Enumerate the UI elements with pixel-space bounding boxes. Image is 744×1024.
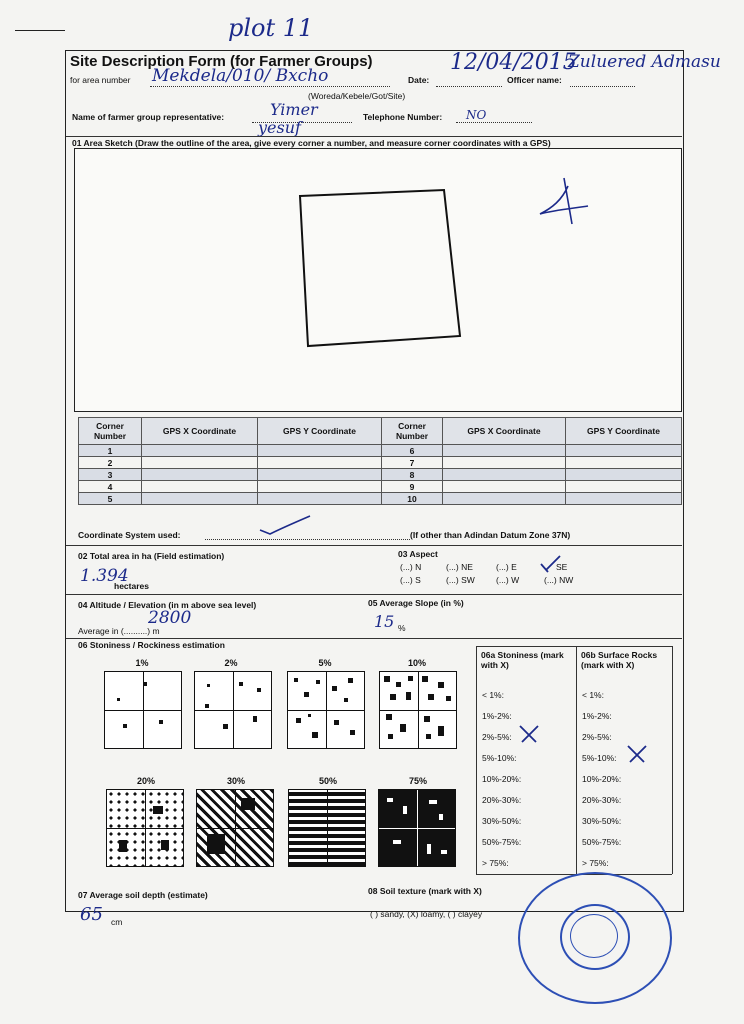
rep-label: Name of farmer group representative: <box>72 112 225 122</box>
stoniness-label: 06 Stoniness / Rockiness estimation <box>78 640 225 650</box>
stoniness-grid-2 <box>194 671 272 749</box>
corner-number: 3 <box>79 469 142 481</box>
rocks-head-text: 06b Surface Rocks (mark with X) <box>581 650 658 670</box>
gps-header: GPS X Coordinate <box>443 418 566 445</box>
stoniness-grid-30 <box>196 789 274 867</box>
stoniness-class-option[interactable]: 10%-20%: <box>482 774 522 784</box>
soil-depth-label: 07 Average soil depth (estimate) <box>78 890 208 900</box>
grid-pct-label: 50% <box>318 776 337 786</box>
plot-label: plot 11 <box>228 14 314 42</box>
aspect-option-nw[interactable]: (...) NW <box>544 575 574 585</box>
date-value: 12/04/2015 <box>450 50 577 75</box>
stoniness-class-option[interactable]: < 1%: <box>482 690 504 700</box>
surface-rocks-class-option[interactable]: > 75%: <box>582 858 609 868</box>
texture-label: 08 Soil texture (mark with X) <box>368 886 482 896</box>
altitude-label: 04 Altitude / Elevation (in m above sea level) <box>78 600 257 610</box>
total-area-label: 02 Total area in ha (Field estimation) <box>78 551 225 561</box>
aspect-option-ne[interactable]: (...) NE <box>446 562 473 572</box>
grid-pct-label: 10% <box>407 658 426 668</box>
stoniness-head-text: 06a Stoniness (mark with X) <box>481 650 564 670</box>
grid-pct-label: 2% <box>224 658 238 668</box>
corner-number: 8 <box>382 469 443 481</box>
stoniness-grid-1 <box>104 671 182 749</box>
hectares-label: hectares <box>114 581 149 591</box>
surface-rocks-class-option[interactable]: 10%-20%: <box>582 774 622 784</box>
corner-number: 4 <box>79 481 142 493</box>
surface-rocks-class-option[interactable]: 2%-5%: <box>582 732 612 742</box>
corner-number: 6 <box>382 445 443 457</box>
average-label: Average in (..........) m <box>78 626 160 636</box>
aspect-option-s[interactable]: (...) S <box>400 575 421 585</box>
surface-rocks-class-option[interactable]: < 1%: <box>582 690 604 700</box>
x-mark-icon <box>624 744 650 764</box>
grid-pct-label: 20% <box>136 776 155 786</box>
rep-name-line2: yesuf <box>258 118 301 137</box>
gps-header: GPS X Coordinate <box>142 418 258 445</box>
grid-pct-label: 30% <box>226 776 245 786</box>
slope-label: 05 Average Slope (in %) <box>368 598 464 608</box>
corner-number: 10 <box>382 493 443 505</box>
slope-value: 15 <box>374 612 395 631</box>
rocks-class-head <box>581 650 671 670</box>
aspect-option-n[interactable]: (...) N <box>400 562 422 572</box>
stoniness-grid-5 <box>287 671 365 749</box>
stoniness-class-option[interactable]: > 75%: <box>482 858 509 868</box>
coord-note: (If other than Adindan Datum Zone 37N) <box>410 530 571 540</box>
stoniness-class-head <box>481 650 573 670</box>
grid-pct-label: 75% <box>408 776 427 786</box>
gps-header: GPS Y Coordinate <box>258 418 382 445</box>
aspect-option-e[interactable]: (...) E <box>496 562 517 572</box>
form-title: Site Description Form (for Farmer Groups) <box>70 53 373 70</box>
stoniness-grid-20 <box>106 789 184 867</box>
officer-label: Officer name: <box>507 75 562 85</box>
total-area-value: 1.394 <box>80 566 129 586</box>
soil-depth-value: 65 <box>80 904 103 925</box>
grid-pct-label: 1% <box>135 658 149 668</box>
official-stamp <box>518 872 672 1004</box>
aspect-option-w[interactable]: (...) W <box>496 575 520 585</box>
stoniness-class-option[interactable]: 1%-2%: <box>482 711 512 721</box>
table-row <box>79 469 682 481</box>
corner-number: 7 <box>382 457 443 469</box>
date-label: Date: <box>408 75 430 85</box>
coord-label: Coordinate System used: <box>78 530 181 540</box>
scan-mark <box>15 30 65 31</box>
aspect-label: 03 Aspect <box>398 549 438 559</box>
aspect-option-sw[interactable]: (...) SW <box>446 575 475 585</box>
surface-rocks-class-option[interactable]: 50%-75%: <box>582 837 622 847</box>
corner-number: 5 <box>79 493 142 505</box>
gps-header: Corner Number <box>382 418 443 445</box>
rep-name-line1: Yimer <box>270 100 318 119</box>
stoniness-grid-10 <box>379 671 457 749</box>
area-number-value: Mekdela/010/ Bxcho <box>152 66 329 86</box>
tel-value: NO <box>466 108 487 122</box>
aspect-se-text: SE <box>556 562 568 572</box>
surface-rocks-class-option[interactable]: 5%-10%: <box>582 753 617 763</box>
grid-pct-label: 5% <box>318 658 332 668</box>
area-number-label: for area number <box>70 75 131 85</box>
gps-table <box>78 417 682 505</box>
officer-name-value: Zuluered Admasu <box>568 52 721 72</box>
gps-header: GPS Y Coordinate <box>566 418 682 445</box>
corner-number: 2 <box>79 457 142 469</box>
table-row <box>79 445 682 457</box>
surface-rocks-class-option[interactable]: 1%-2%: <box>582 711 612 721</box>
x-mark-icon <box>538 554 562 574</box>
tel-label: Telephone Number: <box>363 112 443 122</box>
woreda-hint: (Woreda/Kebele/Got/Site) <box>308 91 406 101</box>
cm-label: cm <box>111 917 123 927</box>
table-row <box>79 493 682 505</box>
surface-rocks-class-option[interactable]: 30%-50%: <box>582 816 622 826</box>
surface-rocks-class-option[interactable]: 20%-30%: <box>582 795 622 805</box>
table-row <box>79 481 682 493</box>
sketch-label: 01 Area Sketch (Draw the outline of the area, give every corner a number, and measure corner coordinates with a GPS) <box>72 138 551 148</box>
stoniness-class-option[interactable]: 30%-50%: <box>482 816 522 826</box>
stoniness-class-option[interactable]: 20%-30%: <box>482 795 522 805</box>
stoniness-class-option[interactable]: 5%-10%: <box>482 753 517 763</box>
stoniness-class-option[interactable]: 50%-75%: <box>482 837 522 847</box>
stoniness-grid-75 <box>378 789 456 867</box>
altitude-value: 2800 <box>148 608 192 628</box>
corner-number: 1 <box>79 445 142 457</box>
slope-pct-sign: % <box>398 623 406 633</box>
stoniness-class-option[interactable]: 2%-5%: <box>482 732 512 742</box>
table-row <box>79 457 682 469</box>
checkmark-icon <box>258 514 314 536</box>
area-sketch-drawing <box>74 148 680 410</box>
corner-number: 9 <box>382 481 443 493</box>
stoniness-grid-50 <box>288 789 366 867</box>
x-mark-icon <box>516 724 542 744</box>
gps-header: Corner Number <box>79 418 142 445</box>
texture-options: ( ) sandy, (X) loamy, ( ) clayey <box>370 909 483 919</box>
